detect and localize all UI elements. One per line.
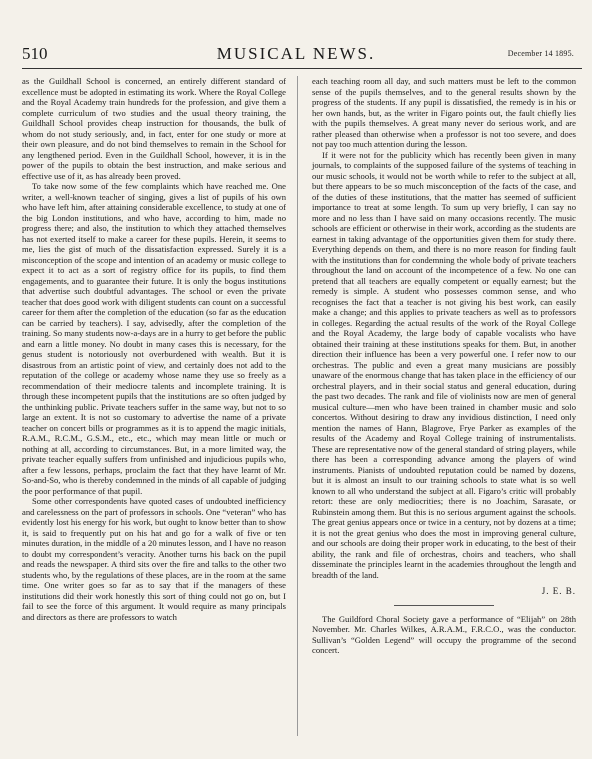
left-column — [22, 76, 286, 622]
paragraph: as the Guildhall School is concerned, an entirely different standard of excellence must be adopted in estimating its work. Where the Royal College and the Royal Academy train hundreds for the profession, and give them a complete curriculum of two studies and the usual theory training, the Guildhall School provides cheap instruction for thousands, the bulk of whom do not study seriously, and, in fact, enter for one study or more at their own pleasure, and do not bind themselves to remain in the School for any lengthened period. Even in the Guildhall School, however, it is in the power of the pupils to obtain the best instruction, and make serious and effective use of it, as has already been proved. — [22, 76, 286, 181]
paragraph: Some other correspondents have quoted cases of undoubted inefficiency and carelessness on the part of professors in schools. One “veteran” who has evidently lost his energy for his work, but ought to know better than to show it, is said to frequently put on his hat and go for a walk of five or ten minutes duration, in the middle of a 20 minutes lesson, and I have no reason to doubt my correspondent’s veracity. Another turns his back on the pupil and reads the newspaper. A third sits over the fire and talks to the other two students who, by the regulations of these places, are in the room at the same time. One writer goes so far as to say that if the managers of these institutions did their work honestly this sort of thing could not go on, but I fail to see the force of this argument. It would require as many principals and directors as there are professors to watch — [22, 496, 286, 622]
page-number: 510 — [22, 44, 48, 63]
publication-title: MUSICAL NEWS. — [216, 44, 376, 63]
author-signature: J. E. B. — [541, 586, 576, 596]
issue-date: December 14 1895. — [507, 49, 574, 58]
right-column — [312, 76, 576, 656]
choral-society-notice: The Guildford Choral Society gave a performance of “Elijah” on 28th November. Mr. Charles Wilkes, A.R.A.M., F.R.C.O., was the conductor. Sullivan’s “Golden Legend” will occupy the programme of the second concert. — [312, 613, 576, 655]
page-header — [0, 0, 592, 63]
column-divider — [297, 76, 298, 736]
paragraph: To take now some of the few complaints which have reached me. One writer, a well-known teacher of singing, gives a list of pupils of his own who have left him, after attaining considerable excellence, to study at one of the big London institutions, and who have, according to him, made no progress there; and also, the institution to which they attached themselves has not exerted itself to make a career for these pupils. Herein, it seems to me, lies the gist of much of the dissatisfaction expressed. Surely it is a misconception of the scope and intention of an academy or music college to expect it to act as a sort of registry office for its pupils, to find them engagements, and to guarantee their future. It is only the bogus institutions that advertise such doubtful advantages. The school or even the private teacher that does good work with diligent students can count on a successful career for them after the completion of the education (so far as the education can be carried by teachers). I say, advisedly, after the completion of the training. So many students now-a-days are in a hurry to get before the public and earn a little money. No doubt in many cases this is necessary, for the genus student is notoriously not overburdened with wealth. But it is disastrous from an artistic point of view, and certainly does not add to the reputation of the college or academy whose name they use so freely as a recommendation of their mediocre talents and incomplete training. It is through these incompetent pupils that the institutions are so often judged by the unthinking public. Private teachers suffer in the same way, but not to so large an extent. It is not so customary to advertise the name of a private teacher on concert bills or programmes as it is to append the magic initials, R.A.M., R.C.M., G.S.M., etc., etc., which may mean little or much or nothing at all, according to circumstances. But, in a more limited way, the private teacher equally suffers from unfinished and injudicious pupils who, after a few lessons, perhaps, proclaim the fact that they have learnt of Mr. So-and-So, who is thereby condemned in the minds of all capable of judging the poor performance of that pupil. — [22, 181, 286, 496]
paragraph: each teaching room all day, and such matters must be left to the common sense of the pupils themselves, and to the general results shown by the progress of the students. If any pupil is dissatisfied, the remedy is in his or her own hands, but, as the writer in Figaro points out, the fault chiefly lies with the pupils themselves. A great many never do serious work, and are rather pleased than otherwise when a professor is not too severe, and does not pay too much attention during the lesson. — [312, 76, 576, 149]
section-rule — [394, 605, 494, 606]
header-rule — [22, 68, 582, 69]
paragraph: If it were not for the publicity which has recently been given in many journals, to complaints of the supposed failure of the systems of teaching in our music schools, it would not be worth while to refer to the subject at all, but there appears to be so much misconception of the facts of the case, and of the duties of these institutions, that the matter has seemed of sufficient importance to treat at some length. To sum up very briefly, I can say no more and no less than I have said on many occasions recently. The music schools are efficient or otherwise in their work, according as the students are earnest in taking advantage of the opportunities given them for study there. Everything depends on them, and there is no more reason for finding fault with the institutions than for condemning the whole body of private teachers throughout the land on account of the incompetence of a few. No one can pretend that all teachers are equally competent or equally earnest; but the remedy is simple. A student who possesses common sense, and who recognises the fact that a teacher is not giving his best work, can easily make a change; and this applies to private teachers as well as to professors in colleges. Regarding the actual results of the work of the Royal College and the Royal Academy, the large body of capable vocalists who have obtained their training at these institutions speaks for them. But, in another direction their influence has been a very powerful one. I refer now to our orchestras. The public and even a great many musicians are possibly unaware of the enormous change that has taken place in the efficiency of our orchestral players, and in their social status and general education, during the past two decades. The rank and file of violinists now are men of general musical culture—men who have been trained in chamber music and solo concertos. Without desiring to draw any invidious distinction, I need only mention the names of Hann, Blagrove, Frye Parker as examples of the results of the Academy and Royal College training of instrumentalists. These are representative now of the general standard of string players, while there has been a corresponding advance among the players of wind instruments. Pianists of undoubted reputation could be named by dozens, but it is almost an insult to our training schools to state what is so well known to all who understand the subject at all. Figaro’s critic will probably retort: these are only mediocrities; there is no Joachim, Sarasate, or Rubinstein among them. But this is no serious argument against the schools. The great genius appears once or twice in a century, not by dozens at a time; it is not the great genius who does the most in improving general culture, and our schools are doing their proper work in educating, to the best of their ability, the rank and file of orchestras, choirs and teachers, who shall disseminate the principles learnt in the academies throughout the length and breadth of the land. — [312, 149, 576, 580]
